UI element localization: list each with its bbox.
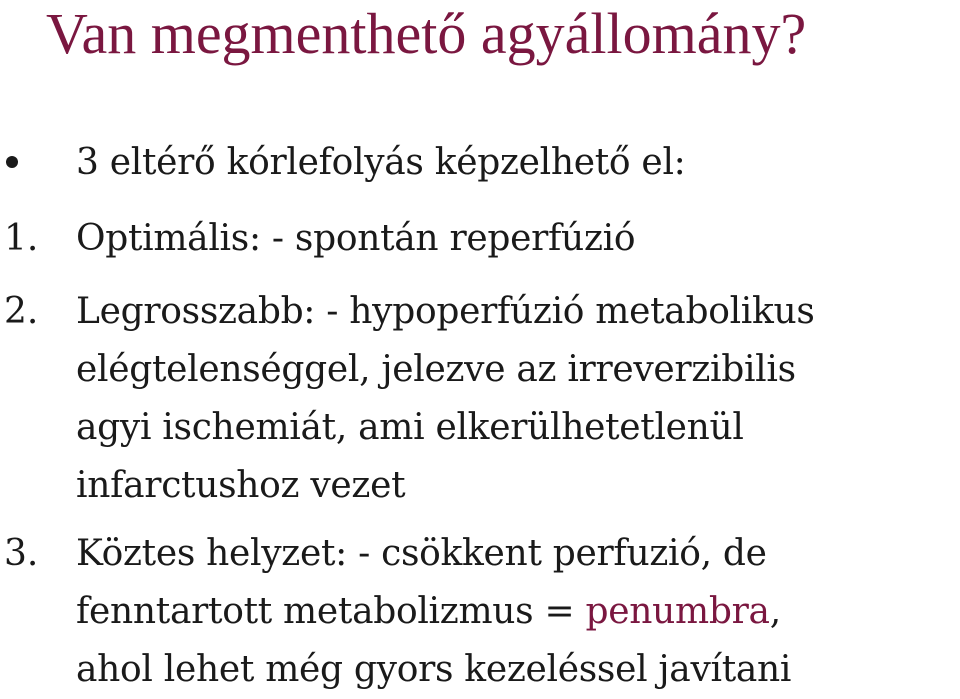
list-item-1-text: [76, 210, 954, 268]
bullet-dot-icon: [6, 156, 18, 168]
list-item-2-line-2: elégtelenséggel, jelezve az irreverzibilis: [76, 349, 796, 390]
bullet-marker: [6, 134, 76, 192]
list-marker-1: 1.: [4, 218, 39, 259]
list-item-2-text: [76, 283, 954, 515]
intro-text: [76, 134, 954, 192]
list-item-3-text: [76, 525, 954, 699]
list-marker-3: 3.: [4, 533, 39, 574]
list-item-3-line-2-before: fenntartott metabolizmus =: [76, 591, 586, 632]
list-marker-2: 2.: [4, 291, 39, 332]
slide-title: Van megmenthető agyállomány?: [46, 1, 807, 66]
list-item-1-line-1: Optimális: - spontán reperfúzió: [76, 218, 636, 259]
list-item-3-line-2-after: ,: [769, 591, 781, 632]
list-item-3-line-3: ahol lehet még gyors kezeléssel javítani: [76, 649, 792, 690]
list-item-2-line-3: agyi ischemiát, ami elkerülhetetlenül: [76, 407, 744, 448]
penumbra-highlight: penumbra: [585, 591, 770, 632]
list-item-2-line-1: Legrosszabb: - hypoperfúzió metabolikus: [76, 291, 815, 332]
intro-line: 3 eltérő kórlefolyás képzelhető el:: [76, 142, 686, 183]
list-item-3-line-1: Köztes helyzet: - csökkent perfuzió, de: [76, 533, 767, 574]
list-item-3-line-2: [76, 583, 954, 641]
list-item-2-line-4: infarctushoz vezet: [76, 465, 406, 506]
